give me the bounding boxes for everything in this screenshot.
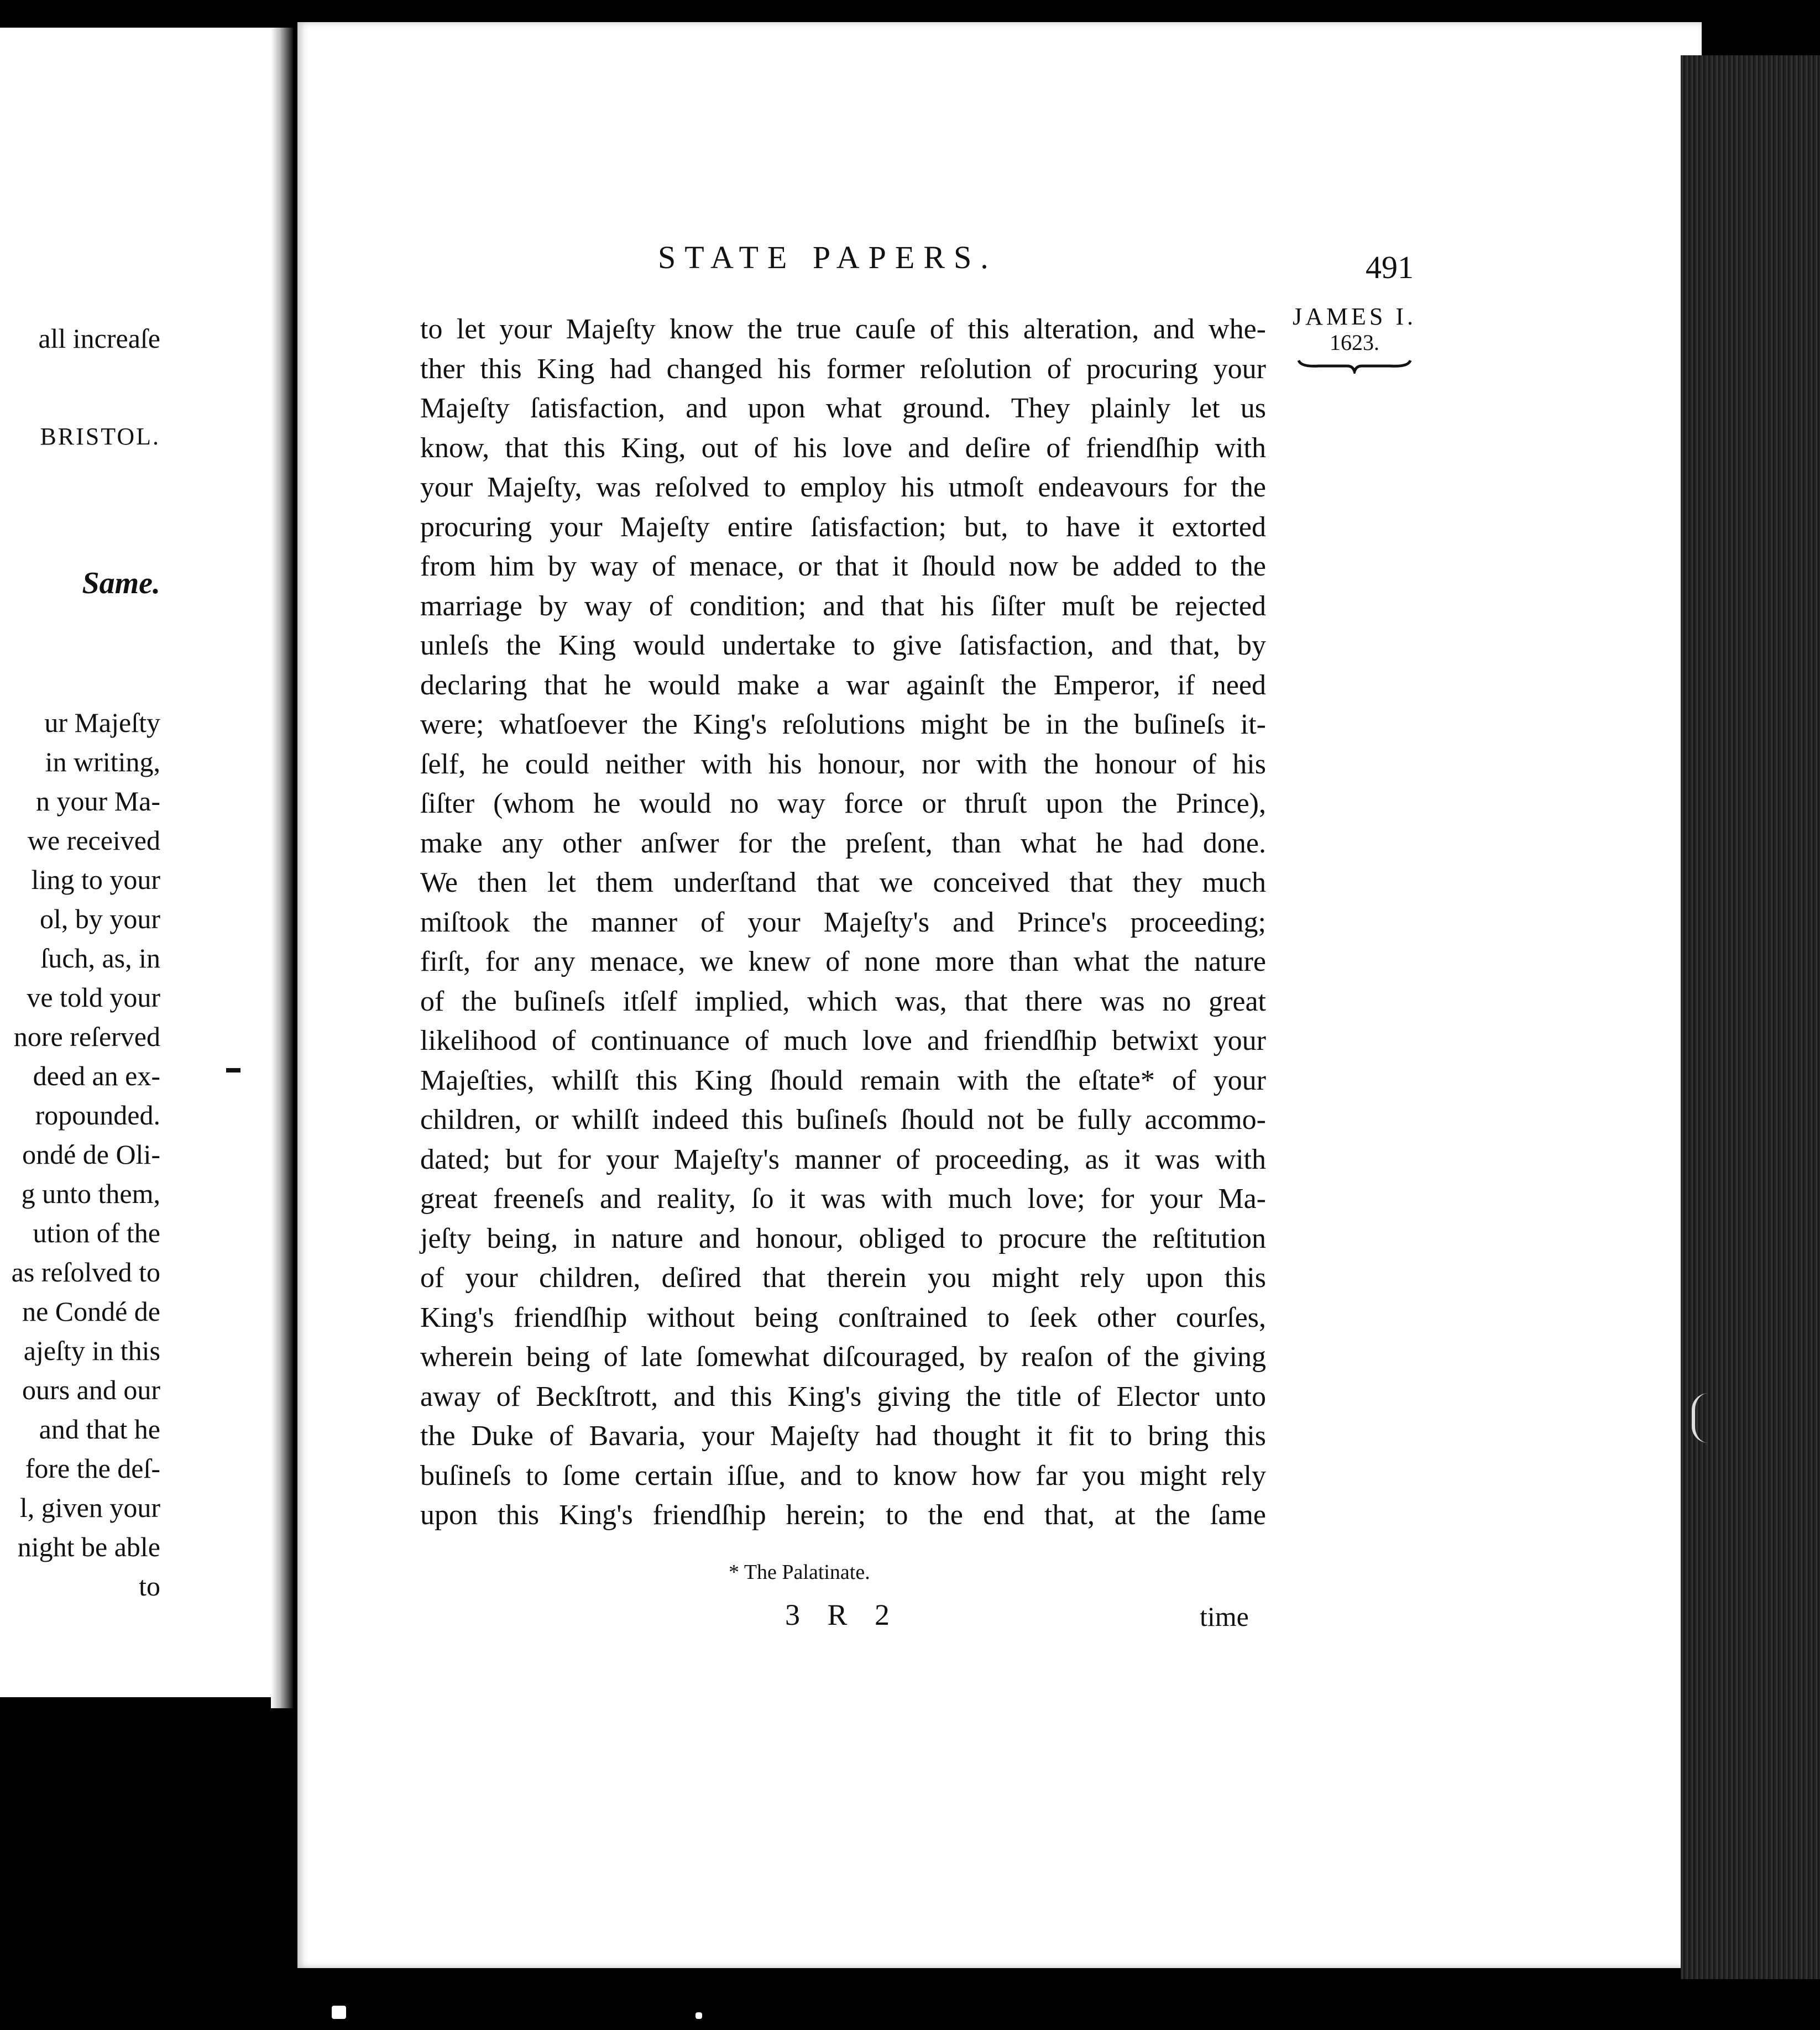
text-line: your Majeſty, was reſolved to employ his utmoſt endeavours for the — [420, 472, 1266, 503]
book-gutter — [271, 28, 293, 1708]
left-line: and that he — [39, 1414, 160, 1445]
left-line: ſuch, as, in — [40, 943, 160, 974]
left-line: ution of the — [33, 1217, 160, 1248]
left-line: all increaſe — [38, 323, 160, 354]
left-line: ondé de Oli- — [22, 1139, 160, 1170]
text-line: upon this King's friendſhip herein; to the end that, at the ſame — [420, 1499, 1266, 1531]
margin-note-year: 1623. — [1330, 330, 1379, 355]
text-line: make any other anſwer for the preſent, than what he had done. — [420, 827, 1266, 859]
left-line: ve told your — [27, 982, 160, 1013]
text-line: from him by way of menace, or that it ſhould now be added to the — [420, 551, 1266, 582]
text-line: miſtook the manner of your Majeſty's and Prince's proceeding; — [420, 906, 1266, 938]
text-line: Majeſties, whilſt this King ſhould remain with the eſtate* of your — [420, 1064, 1266, 1096]
left-line: ours and our — [22, 1374, 160, 1405]
text-line: dated; but for your Majeſty's manner of proceeding, as it was with — [420, 1143, 1266, 1175]
text-line: declaring that he would make a war againſt the Emperor, if need — [420, 669, 1266, 701]
body-text — [420, 310, 1266, 1535]
left-line: ajeſty in this — [23, 1335, 160, 1366]
text-line: procuring your Majeſty entire ſatisfaction; but, to have it extorted — [420, 511, 1266, 543]
signature-mark: 3 R 2 — [785, 1598, 900, 1631]
text-line: ſiſter (whom he would no way force or thruſt upon the Prince), — [420, 788, 1266, 819]
text-line: were; whatſoever the King's reſolutions might be in the buſineſs it- — [420, 709, 1266, 740]
text-line: firſt, for any menace, we knew of none more than what the nature — [420, 946, 1266, 977]
text-line: of the buſineſs itſelf implied, which was, that there was no great — [420, 985, 1266, 1017]
left-line: fore the deſ- — [25, 1453, 160, 1484]
text-line: jeſty being, in nature and honour, obliged to procure the reſtitution — [420, 1222, 1266, 1254]
left-line: g unto them, — [21, 1178, 160, 1209]
text-line: King's friendſhip without being conſtrained to ſeek other courſes, — [420, 1301, 1266, 1333]
text-line: ſelf, he could neither with his honour, nor with the honour of his — [420, 748, 1266, 780]
edge-notch — [1692, 1393, 1712, 1443]
text-line: likelihood of continuance of much love and friendſhip betwixt your — [420, 1025, 1266, 1056]
text-line: Majeſty ſatisfaction, and upon what ground. They plainly let us — [420, 393, 1266, 424]
left-line: ropounded. — [35, 1100, 160, 1131]
text-line: marriage by way of condition; and that his ſiſter muſt be rejected — [420, 590, 1266, 622]
left-line: l, given your — [19, 1492, 160, 1523]
brace-ornament — [1296, 357, 1413, 374]
running-head: STATE PAPERS. — [658, 239, 997, 275]
margin-note-reign: JAMES I. — [1292, 303, 1417, 330]
fore-edge — [1681, 55, 1820, 1979]
text-line: unleſs the King would undertake to give ſatisfaction, and that, by — [420, 630, 1266, 661]
footnote: * The Palatinate. — [729, 1561, 870, 1584]
text-line: wherein being of late ſomewhat diſcouraged, by reaſon of the giving — [420, 1341, 1266, 1373]
dust-speck — [332, 2006, 346, 2019]
text-line: of your children, deſired that therein you might rely upon this — [420, 1262, 1266, 1294]
catchword: time — [1200, 1601, 1249, 1632]
left-line: n your Ma- — [36, 786, 160, 817]
text-line: We then let them underſtand that we conceived that they much — [420, 867, 1266, 898]
left-line: we received — [27, 825, 160, 856]
left-line: night be able — [17, 1531, 160, 1562]
text-line: the Duke of Bavaria, your Majeſty had thought it fit to bring this — [420, 1420, 1266, 1452]
left-signature-line: BRISTOL. — [40, 423, 160, 450]
dust-speck — [695, 2012, 702, 2019]
text-line: away of Beckſtrott, and this King's giving the title of Elector unto — [420, 1380, 1266, 1412]
left-line: ne Condé de — [22, 1296, 160, 1327]
left-line: in writing, — [45, 746, 160, 777]
left-line: nore reſerved — [13, 1021, 160, 1052]
text-line: to let your Majeſty know the true cauſe of this alteration, and whe- — [420, 313, 1266, 345]
edge-mark — [226, 1068, 240, 1072]
text-line: buſineſs to ſome certain iſſue, and to know how far you might rely — [420, 1459, 1266, 1492]
left-page — [0, 28, 279, 1697]
text-line: know, that this King, out of his love and deſire of friendſhip with — [420, 432, 1266, 464]
text-line: children, or whilſt indeed this buſineſs ſhould not be fully accommo- — [420, 1104, 1266, 1136]
margin-note — [1288, 303, 1421, 374]
left-line: ling to your — [31, 864, 160, 895]
left-catchword: to — [139, 1571, 160, 1602]
left-line: ur Majeſty — [44, 707, 160, 738]
text-line: great freeneſs and reality, ſo it was with much love; for your Ma- — [420, 1183, 1266, 1215]
left-line: as reſolved to — [11, 1257, 160, 1288]
left-heading-line: Same. — [82, 566, 160, 600]
text-line: ther this King had changed his former reſolution of procuring your — [420, 353, 1266, 385]
left-line: ol, by your — [39, 903, 160, 934]
left-line: deed an ex- — [33, 1060, 160, 1091]
page-number: 491 — [1366, 249, 1414, 285]
